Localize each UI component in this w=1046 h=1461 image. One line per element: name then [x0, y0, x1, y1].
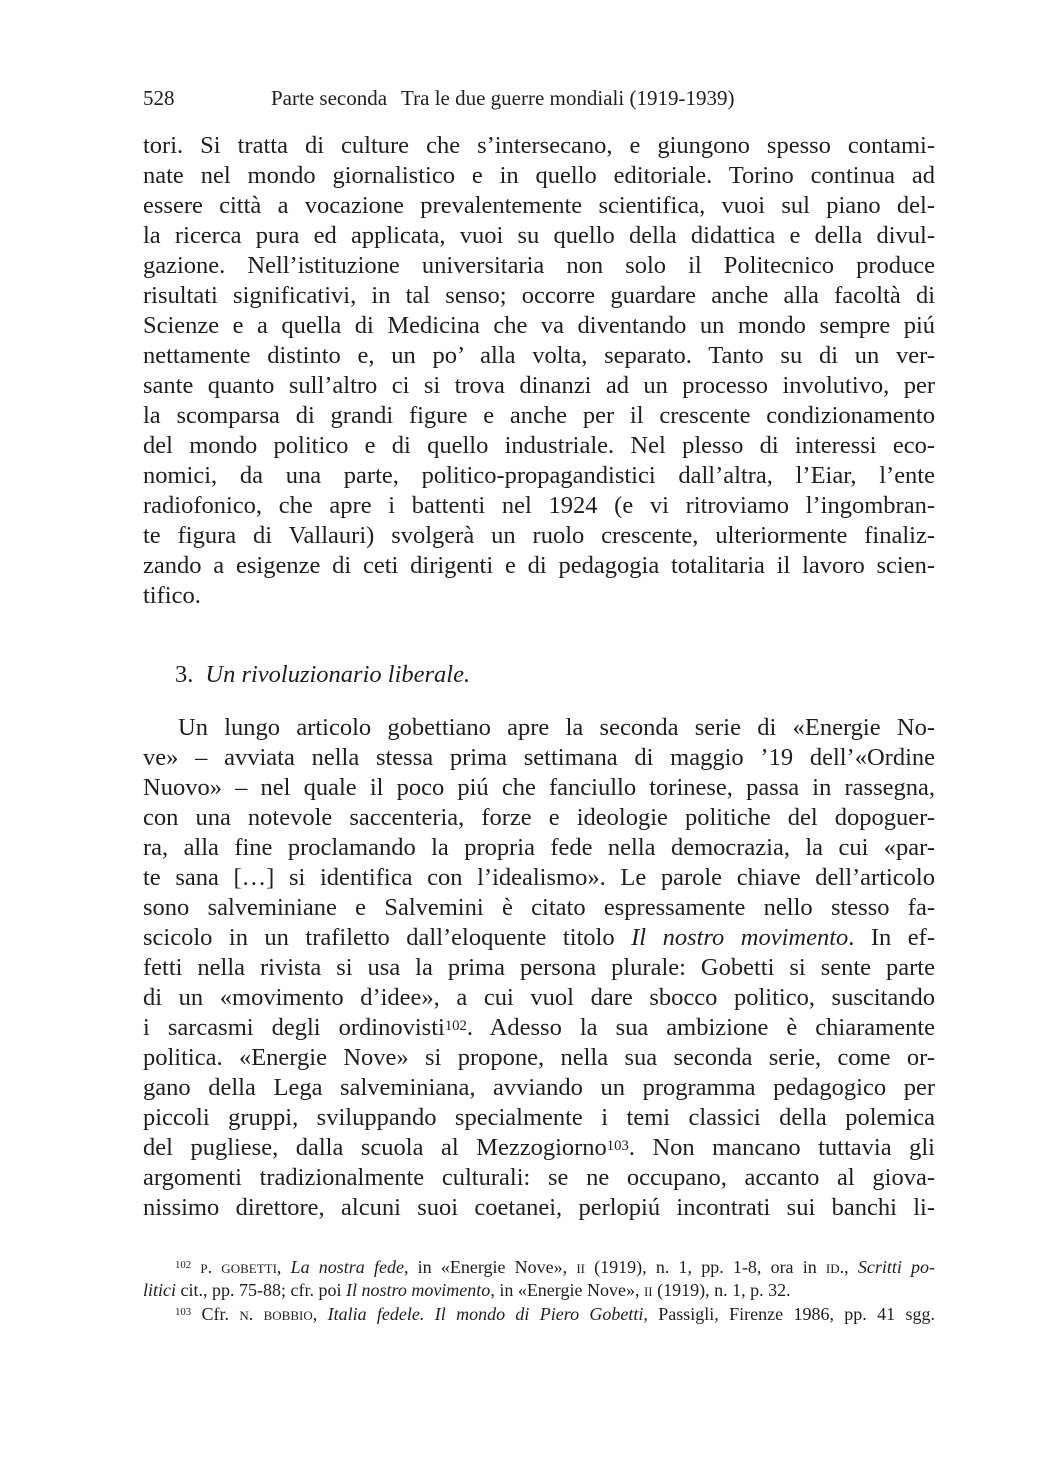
text-line: ra, alla fine proclamando la propria fede nella democrazia, la cui «par- [143, 834, 935, 861]
cited-title: Il nostro movimento [631, 924, 849, 951]
text-line: tifico. [143, 582, 201, 609]
footnote-ref-103[interactable]: 103 [606, 1138, 629, 1154]
text-line: con una notevole saccenteria, forze e ideologie politiche del dopoguer- [143, 804, 935, 831]
text-line: gazione. Nell’istituzione universitaria non solo il Politecnico produce [143, 252, 935, 279]
footnote-number: 103 [175, 1306, 192, 1318]
text-line: di un «movimento d’idee», a cui vuol dare sbocco politico, suscitando [143, 984, 935, 1011]
running-head [271, 86, 734, 111]
text-line: risultati significativi, in tal senso; occorre guardare anche alla facoltà di [143, 282, 935, 309]
text-span: del pugliese, dalla scuola al Mezzogiorno [143, 1134, 607, 1161]
text-line: gano della Lega salveminiana, avviando un programma pedagogico per [143, 1074, 935, 1101]
text-line: ve» – avviata nella stessa prima settimana di maggio ’19 dell’«Ordine [143, 744, 935, 771]
page-number: 528 [143, 86, 175, 110]
text-line: piccoli gruppi, sviluppando specialmente i temi classici della polemica [143, 1104, 935, 1131]
volume-number: ii [576, 1257, 585, 1277]
footnote-author: p. gobetti [200, 1257, 277, 1277]
text-line: la scomparsa di grandi figure e anche per il crescente condizionamento [143, 402, 935, 429]
text-line: del mondo politico e di quello industriale. Nel plesso di interessi eco- [143, 432, 935, 459]
volume-number: ii [643, 1280, 653, 1300]
text-line: Un lungo articolo gobettiano apre la seconda serie di «Energie No- [178, 714, 935, 741]
text-span: , in «Energie Nove», [403, 1257, 577, 1277]
text-span: (1919), n. 1, p. 32. [652, 1280, 791, 1300]
text-line: sono salveminiane e Salvemini è citato espressamente nello stesso fa- [143, 894, 935, 921]
section-number: 3. [175, 661, 194, 688]
cited-title: litici [143, 1280, 176, 1300]
text-span: , in «Energie Nove», [490, 1280, 644, 1300]
text-line: la ricerca pura ed applicata, vuoi su quello della didattica e della divul- [143, 222, 935, 249]
text-span: , [844, 1257, 858, 1277]
text-line: sante quanto sull’altro ci si trova dinanzi ad un processo involutivo, per [143, 372, 935, 399]
text-line: argomenti tradizionalmente culturali: se ne occupano, accanto al giova- [143, 1164, 935, 1191]
section-heading [175, 660, 470, 690]
text-span: Cfr. [191, 1304, 240, 1324]
footnote-ref-102[interactable]: 102 [444, 1018, 467, 1034]
cited-title: Il nostro movimento [345, 1280, 491, 1300]
cited-title: La nostra fede [290, 1257, 404, 1277]
text-line: nissimo direttore, alcuni suoi coetanei, perlopiú incontrati sui banchi li- [143, 1194, 935, 1221]
running-header [143, 86, 943, 116]
text-line [143, 1013, 935, 1043]
part-label: Parte seconda [271, 86, 388, 110]
text-line: Scienze e a quella di Medicina che va diventando un mondo sempre piú [143, 312, 935, 339]
part-title: Tra le due guerre mondiali (1919-1939) [401, 86, 735, 110]
text-span: , [276, 1257, 291, 1277]
text-line: essere città a vocazione prevalentemente scientifica, vuoi sul piano del- [143, 192, 935, 219]
text-span: . Non mancano tuttavia gli [628, 1134, 935, 1161]
text-span: Passigli, Firenze 1986, pp. 41 sgg. [647, 1304, 935, 1324]
text-line [143, 923, 935, 953]
text-line: Nuovo» – nel quale il poco piú che fanciullo torinese, passa in rassegna, [143, 774, 935, 801]
cited-title: Scritti po- [857, 1257, 936, 1277]
text-span: i sarcasmi degli ordinovisti [143, 1014, 445, 1041]
text-line: fetti nella rivista si usa la prima persona plurale: Gobetti si sente parte [143, 954, 935, 981]
footnote-103 [175, 1303, 935, 1326]
cited-title: Italia fedele. Il mondo di Piero Gobetti, [327, 1304, 648, 1324]
ibidem: id. [825, 1257, 845, 1277]
text-line [143, 1133, 935, 1163]
text-line: radiofonico, che apre i battenti nel 1924 (e vi ritroviamo l’ingombran- [143, 492, 935, 519]
text-line: tori. Si tratta di culture che s’intersecano, e giungono spesso contami- [143, 132, 935, 159]
text-span: scicolo in un trafiletto dall’eloquente titolo [143, 924, 632, 951]
text-line: nettamente distinto e, un po’ alla volta, separato. Tanto su di un ver- [143, 342, 935, 369]
footnote-number: 102 [175, 1259, 192, 1271]
text-span: (1919), n. 1, pp. 1-8, ora in [585, 1257, 826, 1277]
text-span: . Adesso la sua ambizione è chiaramente [466, 1014, 935, 1041]
text-line: zando a esigenze di ceti dirigenti e di pedagogia totalitaria il lavoro scien- [143, 552, 935, 579]
text-line: te sana […] si identifica con l’idealismo». Le parole chiave dell’articolo [143, 864, 935, 891]
text-span: , [312, 1304, 328, 1324]
text-span: cit., pp. 75-88; cfr. poi [176, 1280, 346, 1300]
text-line: nomici, da una parte, politico-propagandistici dall’altra, l’Eiar, l’ente [143, 462, 935, 489]
footnote-author: n. bobbio [239, 1304, 313, 1324]
text-line: nate nel mondo giornalistico e in quello editoriale. Torino continua ad [143, 162, 935, 189]
footnote-102 [175, 1256, 935, 1279]
section-title: Un rivoluzionario liberale. [205, 661, 471, 688]
footnote-102-cont [143, 1279, 935, 1302]
text-line: te figura di Vallauri) svolgerà un ruolo crescente, ulteriormente finaliz- [143, 522, 935, 549]
text-line: politica. «Energie Nove» si propone, nella sua seconda serie, come or- [143, 1044, 935, 1071]
text-span: . In ef- [848, 924, 935, 951]
